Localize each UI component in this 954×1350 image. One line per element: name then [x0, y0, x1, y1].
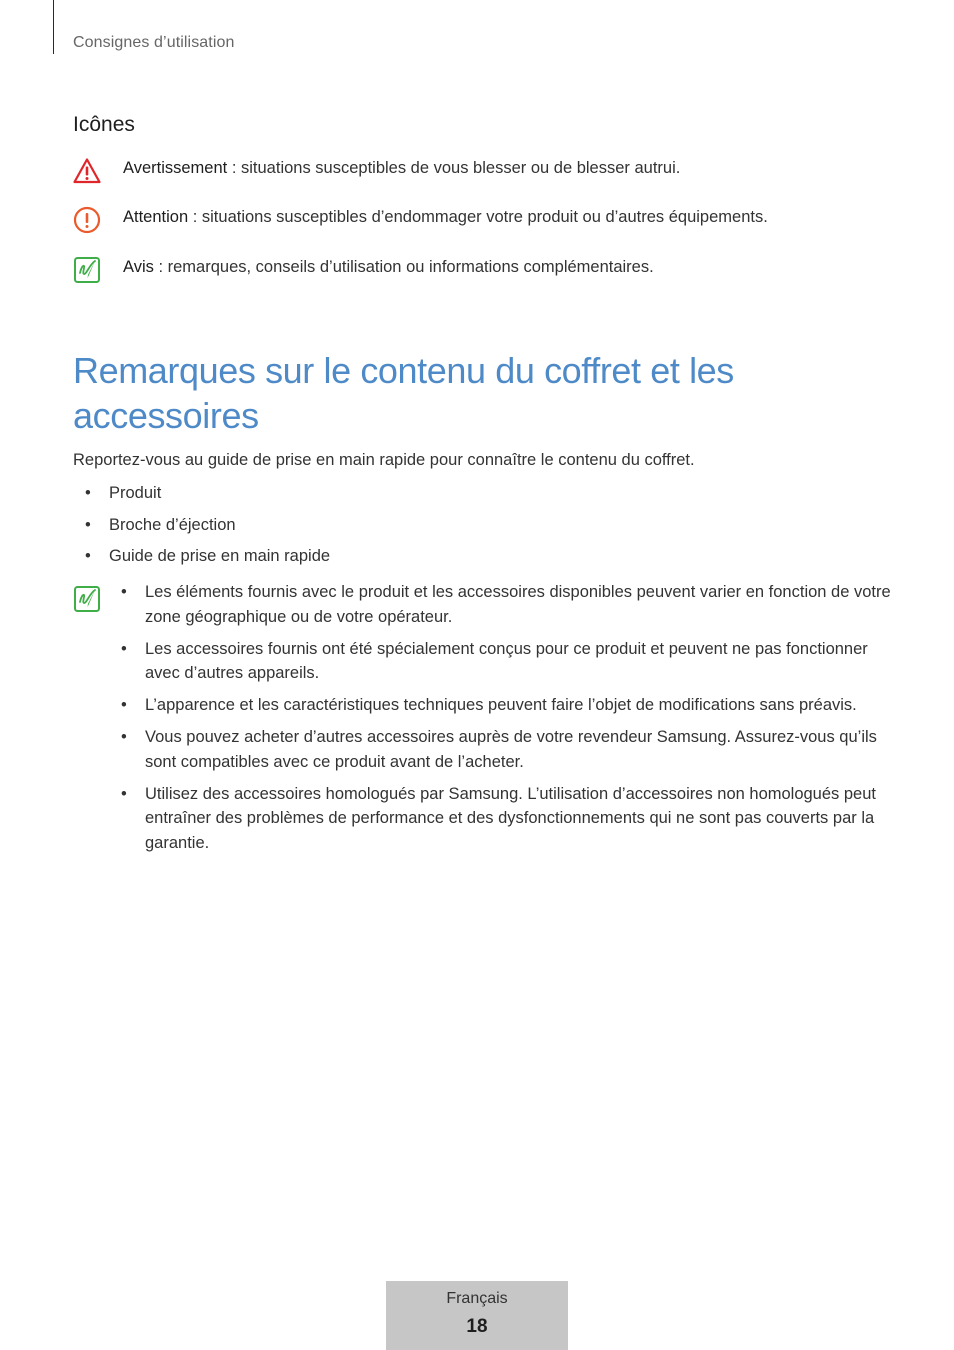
running-header: Consignes d’utilisation [73, 34, 235, 51]
list-item: • Les accessoires fournis ont été spécialement conçus pour ce produit et peuvent ne pas fonctionner avec d’autres appareils. [121, 637, 891, 686]
intro-text: Reportez-vous au guide de prise en main rapide pour connaître le contenu du coffret. [73, 451, 695, 469]
list-item: • Utilisez des accessoires homologués par Samsung. L’utilisation d’accessoires non homologués peut entraîner des problèmes de performance et des dysfonctionnements qui ne sont pas couverts par la garantie. [121, 782, 891, 856]
header-rule [53, 0, 54, 54]
icon-row-warning [73, 157, 873, 187]
icon-row-caution [73, 206, 873, 236]
caution-term: Attention [123, 208, 189, 226]
warning-term: Avertissement [123, 159, 228, 177]
icon-row-note [73, 256, 873, 286]
caution-description: : situations susceptibles d’endommager votre produit ou d’autres équipements. [188, 208, 768, 226]
notes-list [121, 580, 891, 863]
warning-description: : situations susceptibles de vous blesser ou de blesser autrui. [227, 159, 681, 177]
section-title: Remarques sur le contenu du coffret et les accessoires [73, 350, 734, 436]
warning-text [123, 159, 680, 178]
note-pen-icon [73, 256, 101, 284]
list-item: • Guide de prise en main rapide [85, 547, 330, 579]
note-pen-icon [73, 585, 101, 613]
box-contents-list [85, 484, 330, 579]
page-number: 18 [466, 1316, 488, 1337]
list-item: • Vous pouvez acheter d’autres accessoires auprès de votre revendeur Samsung. Assurez-vous qu’ils sont compatibles avec ce produit avant de l’acheter. [121, 725, 891, 774]
list-item: • L’apparence et les caractéristiques techniques peuvent faire l’objet de modifications sans préavis. [121, 693, 891, 718]
warning-triangle-icon [73, 157, 101, 185]
caution-circle-icon [73, 206, 101, 234]
caution-text [123, 208, 768, 227]
note-description: : remarques, conseils d’utilisation ou informations complémentaires. [153, 258, 654, 276]
note-term: Avis [123, 258, 154, 276]
list-item: • Broche d’éjection [85, 516, 330, 548]
icons-heading: Icônes [73, 113, 135, 136]
note-text [123, 258, 654, 277]
list-item: • Les éléments fournis avec le produit et les accessoires disponibles peuvent varier en fonction de votre zone géographique ou de votre opérateur. [121, 580, 891, 629]
page-footer [386, 1281, 568, 1350]
footer-language: Français [446, 1290, 508, 1307]
list-item: • Produit [85, 484, 330, 516]
